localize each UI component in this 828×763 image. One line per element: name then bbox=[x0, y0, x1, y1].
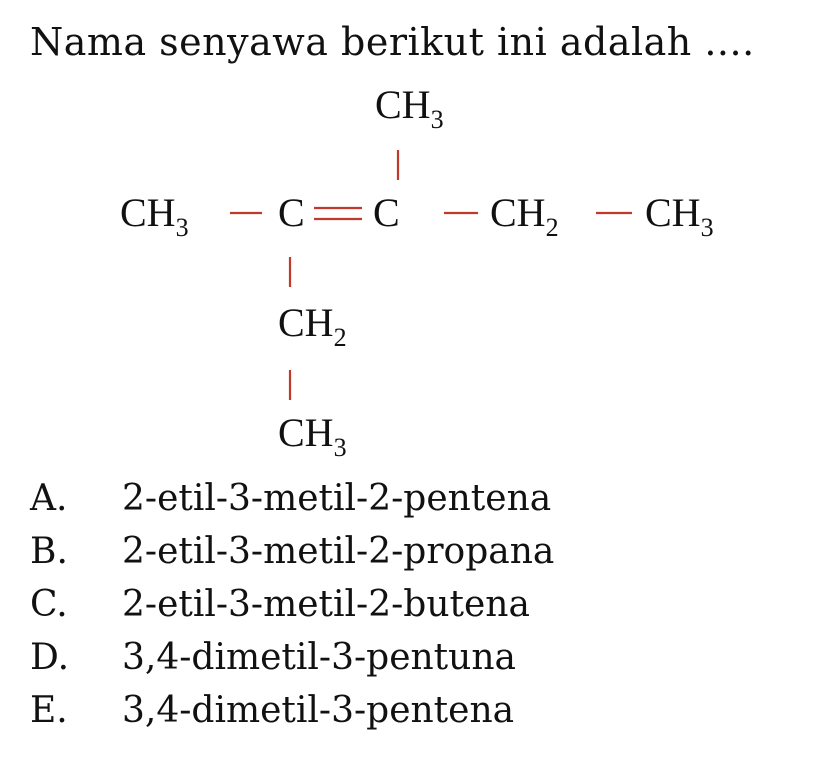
chain-ch2-group: CH2 bbox=[490, 190, 559, 242]
option-e[interactable] bbox=[30, 684, 554, 737]
left-methyl-group: CH3 bbox=[120, 190, 189, 242]
option-letter: B. bbox=[30, 531, 68, 572]
ethyl-ch2-group: CH2 bbox=[278, 300, 347, 352]
question-text: Nama senyawa berikut ini adalah .... bbox=[30, 20, 755, 64]
top-methyl-group: CH3 bbox=[375, 82, 444, 134]
option-letter: A. bbox=[30, 478, 68, 519]
option-d[interactable] bbox=[30, 631, 554, 684]
option-letter: C. bbox=[30, 584, 68, 625]
option-text: 3,4-dimetil-3-pentena bbox=[122, 690, 515, 731]
answer-options bbox=[30, 472, 554, 737]
carbon-2: C bbox=[278, 190, 305, 235]
carbon-3: C bbox=[373, 190, 400, 235]
ethyl-ch3-group: CH3 bbox=[278, 410, 347, 462]
option-text: 2-etil-3-metil-2-propana bbox=[122, 531, 555, 572]
option-text: 2-etil-3-metil-2-butena bbox=[122, 584, 530, 625]
option-letter: E. bbox=[30, 690, 68, 731]
option-c[interactable] bbox=[30, 578, 554, 631]
option-text: 2-etil-3-metil-2-pentena bbox=[122, 478, 552, 519]
option-letter: D. bbox=[30, 637, 70, 678]
terminal-methyl-group: CH3 bbox=[645, 190, 714, 242]
option-b[interactable] bbox=[30, 525, 554, 578]
option-a[interactable] bbox=[30, 472, 554, 525]
option-text: 3,4-dimetil-3-pentuna bbox=[122, 637, 516, 678]
